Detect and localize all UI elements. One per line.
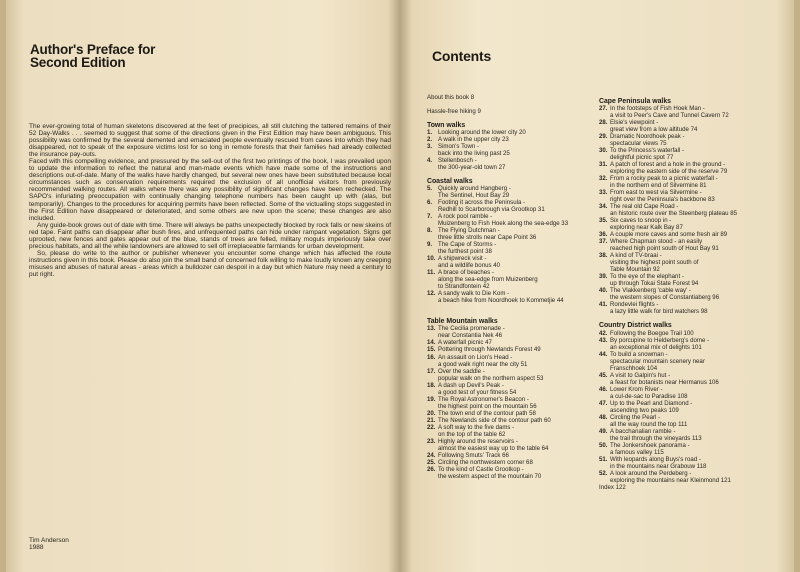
toc-entry-number: 40. [599, 287, 608, 295]
author-name: Tim Anderson [29, 537, 69, 544]
toc-entry-subtitle: and a wildlife bonus 40 [438, 262, 500, 270]
toc-entry-number: 32. [599, 175, 608, 183]
toc-entry-number: 28. [599, 119, 608, 127]
toc-entry-title: The Jonkershoek panorama - [610, 441, 690, 449]
toc-entry-number: 37. [599, 238, 608, 246]
toc-entry [427, 227, 595, 241]
toc-entry-number: 19. [427, 395, 436, 403]
toc-entry [427, 466, 595, 480]
toc-entry [427, 157, 595, 171]
toc-entry-title: Dramatic Noordhoek peak - [610, 133, 685, 141]
toc-entry-subtitle: a beach hike from Noordhoek to Kommetjie 44 [438, 297, 564, 305]
toc-entry-number: 47. [599, 399, 608, 407]
toc-entry [599, 337, 785, 351]
toc-entry [599, 301, 785, 315]
toc-entry-subtitle: near Constantia Nek 46 [438, 332, 503, 340]
toc-entry-subtitle: right over the Peninsula's backbone 83 [610, 196, 715, 204]
toc-entry-subtitle: a cul-de-sac to Paradise 108 [610, 392, 688, 400]
toc-spacer [427, 311, 595, 318]
toc-entry-title: Pottering through Newlands Forest 49 [438, 346, 541, 354]
toc-entry-subtitle: a good test of your fitness 54 [438, 388, 517, 396]
toc-entry-title: Highly around the reservoirs - [438, 437, 518, 445]
toc-entry-title: Footing it across the Peninsula - [438, 199, 526, 207]
toc-entry-title: Simon's Town - [438, 143, 480, 151]
toc-entry [427, 396, 595, 410]
toc-entry-number: 5. [427, 185, 433, 193]
toc-entry [599, 330, 785, 337]
toc-entry-number: 20. [427, 409, 436, 417]
preface-heading-line: Author's Preface for [30, 42, 156, 57]
toc-entry-title: A rock pool ramble - [438, 213, 493, 221]
toc-entry-title: The Cecilia promenade - [438, 325, 505, 333]
toc-entry-subtitle: spectacular views 75 [610, 140, 667, 148]
toc-entry-number: 34. [599, 203, 608, 211]
toc-entry-number: 22. [427, 423, 436, 431]
toc-entry-subtitle: ascending two peaks 109 [610, 406, 679, 414]
toc-entry [599, 484, 785, 491]
toc-entry-number: 38. [599, 252, 608, 260]
toc-entry-number: 51. [599, 455, 608, 463]
toc-entry-title: Stellenbosch - [438, 157, 477, 165]
toc-entry [599, 428, 785, 442]
toc-entry-number: 33. [599, 189, 608, 197]
toc-entry [599, 400, 785, 414]
toc-entry-subtitle: the furthest point 38 [438, 248, 492, 256]
toc-entry-title: By porcupine to Helderberg's dome - [610, 336, 710, 344]
toc-entry-subtitle: the western aspect of the mountain 70 [438, 472, 542, 480]
toc-entry [599, 351, 785, 372]
toc-section-heading: Coastal walks [427, 178, 473, 186]
toc-section-heading: Table Mountain walks [427, 318, 498, 326]
toc-entry-subtitle: The Sentinel, Hout Bay 29 [438, 192, 510, 200]
toc-entry-title: The town end of the contour path 58 [438, 409, 536, 417]
toc-entry [427, 199, 595, 213]
toc-entry [599, 217, 785, 231]
toc-entry [599, 105, 785, 119]
toc-entry-number: 26. [427, 465, 436, 473]
toc-entry [427, 143, 595, 157]
toc-entry-number: 18. [427, 381, 436, 389]
preface-year: 1988 [29, 544, 44, 552]
toc-entry-subtitle: the highest point on the mountain 56 [438, 402, 537, 410]
toc-entry-subtitle: Muizenberg to Fish Hoek along the sea-edge 33 [438, 220, 569, 228]
toc-entry-title: Following the Boegoe Trail 100 [610, 329, 694, 337]
toc-entry-title: A dash up Devil's Peak - [438, 381, 504, 389]
toc-entry [599, 133, 785, 147]
toc-entry [427, 459, 595, 466]
toc-entry-subtitle: an exceptional mix of delights 101 [610, 343, 702, 351]
preface-heading-line: Second Edition [30, 54, 126, 70]
toc-entry-subtitle: along the sea-edge from Muizenberg [438, 276, 538, 284]
toc-entry [599, 231, 785, 238]
toc-entry-title: Following Smuts' Track 66 [438, 451, 509, 459]
toc-entry-title: Hassle-free hiking 9 [427, 108, 481, 116]
toc-entry-subtitle: popular walk on the northern aspect 53 [438, 374, 544, 382]
toc-entry [599, 119, 785, 133]
preface-body [29, 123, 391, 278]
toc-entry-subtitle: the western slopes of Constantiaberg 96 [610, 294, 720, 302]
toc-entry-subtitle: three little strolls near Cape Point 36 [438, 234, 537, 242]
toc-entry [599, 470, 785, 484]
toc-entry-title: To build a snowman - [610, 350, 668, 358]
toc-entry-title: A walk in the upper city 23 [438, 136, 509, 144]
toc-entry [599, 442, 785, 456]
toc-spacer [427, 171, 595, 178]
contents-heading: Contents [432, 48, 492, 64]
toc-entry [599, 147, 785, 161]
toc-entry [427, 255, 595, 269]
toc-entry [427, 410, 595, 417]
toc-entry-title: A visit to Galpin's hut - [610, 371, 671, 379]
toc-entry-title: To the eye of the elephant - [610, 273, 684, 281]
toc-entry [427, 94, 595, 101]
toc-entry-title: To the kind of Castle Grootkop - [438, 465, 524, 473]
toc-entry [599, 238, 785, 252]
toc-entry-title: Elsie's viewpoint - [610, 119, 659, 127]
toc-entry [427, 290, 595, 304]
toc-entry-subtitle: a famous valley 115 [610, 448, 664, 456]
toc-entry-number: 21. [427, 416, 436, 424]
toc-entry [427, 354, 595, 368]
preface-paragraph: Any guide-book grows out of date with time. There will always be paths unexpectedly blocked by rock falls or new skeins of red tape. Faint paths can disappear after bush fires, and unfrequented paths can hide under rampant vegetation. Signs get uprooted, new fences and gates appear out of the blue, stands of trees are felled, military moguls imperiously take over precious habitats, and all the while landowners are allowed to sell off irreplaceable farmlands for urban development. [29, 221, 391, 250]
toc-entry-number: 4. [427, 157, 433, 165]
toc-entry-number: 31. [599, 161, 608, 169]
toc-entry [427, 325, 595, 339]
toc-entry-number: 48. [599, 413, 608, 421]
toc-entry-subtitle: the trail through the vineyards 113 [610, 434, 702, 442]
right-page-edge [794, 0, 800, 572]
toc-entry-title: Rondevlei flights - [610, 301, 659, 309]
toc-entry-number: 41. [599, 301, 608, 309]
toc-entry-subtitle: exploring the mountains near Kleinmond 121 [610, 476, 731, 484]
toc-entry-subtitle: the 300-year-old town 27 [438, 164, 506, 172]
toc-spacer [427, 304, 595, 311]
toc-entry [599, 273, 785, 287]
toc-entry-number: 6. [427, 199, 433, 207]
toc-entry-subtitle: a lazy little walk for bird watchers 98 [610, 308, 708, 316]
toc-entry-subtitle: spectacular mountain scenery near [610, 357, 705, 365]
toc-section-heading: Town walks [427, 122, 466, 130]
toc-entry-title: From a rocky peak to a picnic waterfall - [610, 175, 718, 183]
toc-entry-number: 14. [427, 339, 436, 347]
toc-entry-number: 3. [427, 143, 433, 151]
toc-entry-title: A brace of beaches - [438, 269, 494, 277]
toc-entry-number: 46. [599, 385, 608, 393]
toc-entry-number: 10. [427, 255, 436, 263]
toc-entry-title: The Newlands side of the contour path 60 [438, 416, 551, 424]
toc-entry-title: To the Princess's waterfall - [610, 147, 684, 155]
toc-entry-title: A look around the Perdeberg - [610, 469, 692, 477]
toc-entry-title: A patch of forest and a hole in the ground - [610, 161, 726, 169]
toc-entry [427, 417, 595, 424]
toc-entry-number: 25. [427, 458, 436, 466]
toc-entry-number: 13. [427, 325, 436, 333]
preface-paragraph: The ever-growing total of human skeletons discovered at the feet of precipices, all still clutching the tattered remains of their 52 Day-Walks . . . seemed to suggest that some of the directions given in the First Edition may have been ambiguous. This possibility was confirmed by the several demented and emaciated people eventually rescued from caves into which they had disappeared, not to speak of the exposure victims lost for so long in remote forests that their families had already collected the insurance pay-outs. [29, 123, 391, 159]
toc-entry-title: A soft way to the five dams - [438, 423, 515, 431]
preface-paragraph: So, please do write to the author or publisher whenever you encounter some change which has affected the route instructions given in this book. Please do also join the small band of concerned folk willing to make loudly known any creeping misuses and abuses of natural areas - areas which a bulldozer can despoil in a day but which Nature may need a century to put right. [29, 249, 391, 278]
toc-entry-title: A sandy walk to Die Kom - [438, 290, 510, 298]
preface-paragraph: Faced with this compelling evidence, and pressured by the sell-out of the first two printings of the book, I was prevailed upon to update the information to reflect the natural and man-made events which have made some of the instructions and descriptions out-of-date. Many of the walks have hardly changed, but several new ones have been substituted because local circumstances such as conservation requirements required the exclusion of all unofficial visitors from previously recommended walking routes. All walks where there was any possibility of significant changes have been rechecked. The SAPO's infuriating preoccupation with continually changing telephone numbers has been caught up with (alas, but temporarily). Changes to the procedures for acquiring permits have been reflected. Some of the victualling stops suggested in the First Edition have disappeared or deteriorated, and some others are new upon the scene; these changes are also included. [29, 158, 391, 222]
toc-entry-number: 44. [599, 350, 608, 358]
toc-entry-title: Quickly around Hangberg - [438, 185, 511, 193]
toc-entry [599, 175, 785, 189]
toc-entry-number: 7. [427, 213, 433, 221]
toc-entry-subtitle: in the northern end of Silvermine 81 [610, 182, 707, 190]
toc-entry-number: 24. [427, 451, 436, 459]
toc-spacer [599, 315, 785, 322]
toc-entry [427, 241, 595, 255]
toc-entry-number: 50. [599, 441, 608, 449]
toc-entry-number: 16. [427, 353, 436, 361]
toc-entry [599, 414, 785, 428]
toc-entry [599, 203, 785, 217]
toc-entry-subtitle: visiting the highest point south of [610, 259, 699, 267]
toc-entry [599, 189, 785, 203]
toc-entry-title: The Flying Dutchman - [438, 227, 500, 235]
contents-right-column [599, 98, 785, 491]
toc-entry-number: 1. [427, 129, 433, 137]
toc-entry-subtitle: a good walk right near the city 51 [438, 360, 528, 368]
toc-entry-number: 27. [599, 105, 608, 113]
toc-entry [427, 382, 595, 396]
toc-entry-title: Circling the Pearl - [610, 413, 661, 421]
toc-entry [599, 287, 785, 301]
toc-entry-title: About this book 8 [427, 94, 475, 101]
toc-entry-title: The Royal Astronomer's Beacon - [438, 395, 529, 403]
toc-entry-number: 17. [427, 367, 436, 375]
toc-entry-number: 36. [599, 231, 608, 239]
toc-entry-number: 42. [599, 329, 608, 337]
toc-entry-title: The Cape of Storms - [438, 241, 497, 249]
toc-entry-number: 35. [599, 217, 608, 225]
toc-entry-subtitle: exploring the eastern side of the reserve 79 [610, 168, 728, 176]
toc-entry-number: 8. [427, 227, 433, 235]
toc-entry-title: A couple more caves and some fresh air 89 [610, 231, 728, 239]
toc-entry [427, 346, 595, 353]
toc-entry-number: 12. [427, 290, 436, 298]
contents-left-column [427, 94, 595, 480]
toc-entry [427, 185, 595, 199]
toc-entry [599, 252, 785, 273]
toc-entry-subtitle: a feast for botanists near Hermanus 106 [610, 378, 719, 386]
toc-entry [427, 129, 595, 136]
toc-entry-title: Up to the Pearl and Diamond - [610, 399, 693, 407]
toc-entry-title: With leopards along Buys's road - [610, 455, 701, 463]
toc-entry-subtitle: Table Mountain 92 [610, 266, 660, 274]
toc-entry [427, 339, 595, 346]
toc-entry-number: 43. [599, 336, 608, 344]
toc-entry-number: 2. [427, 136, 433, 144]
toc-entry-subtitle: reached high point south of Hout Bay 91 [610, 245, 719, 253]
toc-entry-number: 23. [427, 437, 436, 445]
toc-entry-title: The Vlakkenberg 'cable way' - [610, 287, 691, 295]
toc-entry-number: 45. [599, 371, 608, 379]
toc-entry-title: Circling the northwestern corner 68 [438, 458, 533, 466]
toc-entry [427, 424, 595, 438]
toc-entry [427, 108, 595, 115]
toc-entry-subtitle: exploring near Kalk Bay 87 [610, 224, 683, 232]
toc-entry [427, 136, 595, 143]
toc-entry-number: 29. [599, 133, 608, 141]
toc-entry-title: In the footsteps of Fish Hoek Man - [610, 105, 705, 113]
toc-entry [599, 372, 785, 386]
toc-entry-subtitle: a visit to Peer's Cave and Tunnel Cavern 72 [610, 112, 729, 120]
preface-heading [30, 44, 155, 69]
toc-entry [599, 161, 785, 175]
toc-spacer [427, 101, 595, 108]
toc-entry [427, 452, 595, 459]
toc-entry-number: 9. [427, 241, 433, 249]
toc-entry-title: From east to west via Silvermine - [610, 189, 702, 197]
toc-entry-number: 30. [599, 147, 608, 155]
toc-entry-title: A waterfall picnic 47 [438, 339, 492, 347]
toc-entry-subtitle: to Strandfontein 42 [438, 283, 490, 291]
toc-entry-title: Lower Krom River - [610, 385, 663, 393]
toc-section-heading: Cape Peninsula walks [599, 98, 671, 105]
toc-entry-subtitle: almost the easiest way up to the table 64 [438, 444, 549, 452]
toc-entry-subtitle: back into the living past 25 [438, 150, 510, 158]
toc-entry [427, 269, 595, 290]
toc-entry-number: 49. [599, 427, 608, 435]
toc-entry-title: Looking around the lower city 20 [438, 129, 526, 137]
toc-entry-number: 15. [427, 346, 436, 354]
toc-entry-subtitle: up through Tokai State Forest 94 [610, 280, 699, 288]
toc-entry-subtitle: delightful picnic spot 77 [610, 154, 674, 162]
toc-entry-subtitle: an historic route over the Steenberg plateau 85 [610, 210, 738, 218]
toc-entry-title: A kind of TV-braai - [610, 252, 662, 260]
toc-spacer [427, 115, 595, 122]
toc-entry-subtitle: on the top of the table 62 [438, 430, 506, 438]
toc-entry-number: 39. [599, 273, 608, 281]
toc-entry-title: Six caves to snoop in - [610, 217, 672, 225]
toc-entry-title: A bacchanalian ramble - [610, 427, 676, 435]
toc-entry-title: The real old Cape Road - [610, 203, 679, 211]
left-page-edge [0, 0, 6, 572]
preface-signature [29, 537, 69, 551]
toc-entry-number: 52. [599, 469, 608, 477]
toc-entry-title: An assault on Lion's Head - [438, 353, 513, 361]
toc-entry [599, 386, 785, 400]
toc-entry-subtitle: Franschhoek 104 [610, 364, 658, 372]
toc-entry-title: Index 122 [599, 483, 626, 491]
toc-entry-title: Over the saddle - [438, 367, 485, 375]
toc-entry-subtitle: all the way round the top 111 [610, 420, 688, 428]
toc-entry-title: A shipwreck visit - [438, 255, 487, 263]
toc-entry-subtitle: in the mountains near Grabouw 118 [610, 462, 707, 470]
toc-entry [427, 438, 595, 452]
toc-entry-title: Where Chapman stood - an easily [610, 238, 703, 246]
toc-entry-subtitle: Redhill to Scarborough via Grootkop 31 [438, 206, 545, 214]
toc-entry-subtitle: great view from a low altitude 74 [610, 126, 698, 134]
toc-entry-number: 11. [427, 269, 436, 277]
toc-entry [427, 213, 595, 227]
toc-entry [599, 456, 785, 470]
toc-entry [427, 368, 595, 382]
toc-section-heading: Country District walks [599, 322, 672, 330]
